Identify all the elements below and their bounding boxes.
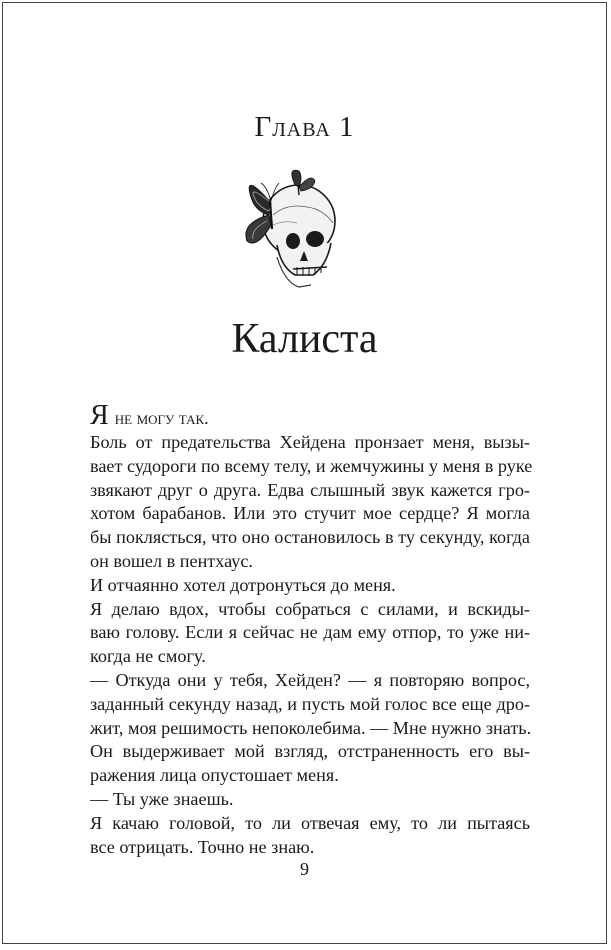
book-page bbox=[2, 2, 607, 944]
paragraph bbox=[90, 598, 530, 669]
text-line: он вошел в пентхаус. bbox=[90, 550, 253, 571]
chapter-label: Глава 1 bbox=[254, 111, 355, 143]
text-line: звякают друг о друга. Едва слышный звук кажется гро- bbox=[90, 479, 530, 500]
page-number: 9 bbox=[300, 859, 309, 879]
text-line: бы поклясться, что оно остановилось в ту секунду, когда bbox=[90, 527, 530, 548]
text-line: хотом барабанов. Или это стучит мое сердце? Я могла bbox=[90, 503, 530, 524]
paragraph bbox=[90, 431, 533, 574]
text-line: ваю голову. Если я сейчас не дам ему отпор, то уже ни- bbox=[90, 622, 530, 643]
paragraph bbox=[90, 812, 530, 860]
drop-cap: Я bbox=[90, 400, 109, 431]
paragraph bbox=[90, 669, 530, 740]
paragraphs bbox=[90, 431, 533, 859]
text-line: И отчаянно хотел дотронуться до меня. bbox=[90, 574, 396, 595]
chapter-body bbox=[90, 400, 533, 859]
opening-text: не могу так. bbox=[114, 408, 209, 428]
text-line: — Откуда они у тебя, Хейден? — я повторяю вопрос, bbox=[90, 669, 530, 690]
text-line: ражения лица опустошает меня. bbox=[90, 765, 339, 786]
text-line: — Ты уже знаешь. bbox=[90, 788, 234, 809]
text-line: Я качаю головой, то ли отвечая ему, то ли пытаясь bbox=[90, 812, 530, 833]
paragraph bbox=[90, 574, 530, 598]
chapter-title: Калиста bbox=[231, 316, 378, 362]
text-line: жит, моя решимость непоколебима. — Мне нужно знать. bbox=[90, 717, 532, 738]
text-line: Он выдерживает мой взгляд, отстраненность его вы- bbox=[90, 741, 530, 762]
text-line: заданный секунду назад, и пусть мой голос все еще дро- bbox=[90, 693, 530, 714]
paragraph bbox=[90, 740, 530, 788]
text-line: Я делаю вдох, чтобы собраться с силами, и вскиды- bbox=[90, 598, 530, 619]
text-line: Боль от предательства Хейдена пронзает меня, вызы- bbox=[90, 432, 530, 452]
text-line: все отрицать. Точно не знаю. bbox=[90, 836, 315, 857]
paragraph bbox=[90, 788, 530, 812]
text-line: вает судороги по всему телу, и жемчужины у меня в руке bbox=[90, 455, 533, 476]
skull-with-butterfly-icon bbox=[237, 163, 341, 297]
text-line: когда не смогу. bbox=[90, 646, 206, 667]
opening-line bbox=[90, 401, 530, 431]
